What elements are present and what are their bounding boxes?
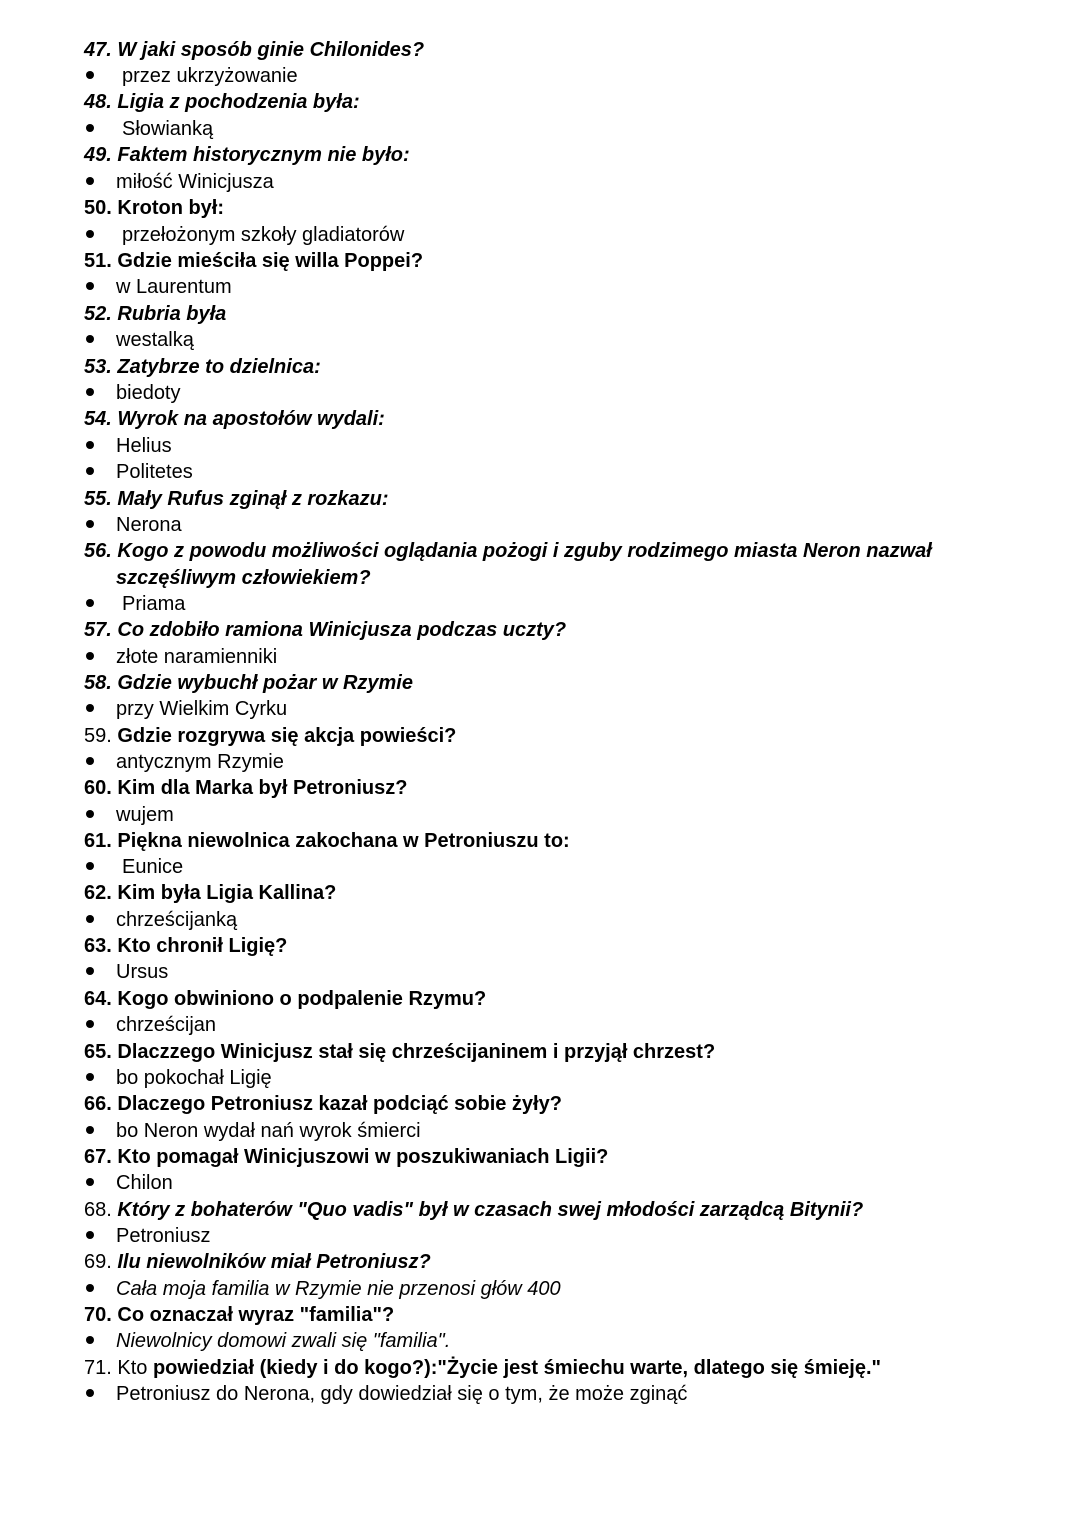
bullet-icon [86, 1126, 94, 1134]
question-69 [84, 1250, 431, 1274]
answer-text: wujem [116, 804, 174, 826]
answer-53 [84, 381, 181, 405]
question-48 [84, 90, 360, 114]
question-47 [84, 38, 424, 62]
question-text: Gdzie mieściła się willa Poppei? [111, 250, 424, 272]
answer-48 [84, 117, 214, 141]
answer-text: bo Neron wydał nań wyrok śmierci [116, 1120, 421, 1142]
answer-67 [84, 1171, 173, 1195]
answer-69 [84, 1277, 561, 1301]
question-text: Wyrok na apostołów wydali: [111, 408, 385, 430]
question-number: 65. [84, 1041, 112, 1063]
question-text: Kto pomagał Winicjuszowi w poszukiwaniach Ligii? [111, 1146, 609, 1168]
answer-text: przez ukrzyżowanie [122, 65, 298, 87]
question-text: Kim była Ligia Kallina? [111, 882, 337, 904]
answer-text: Politetes [116, 461, 193, 483]
question-number: 62. [84, 882, 112, 904]
question-text: Co oznaczał wyraz "familia"? [111, 1304, 395, 1326]
answer-71 [84, 1382, 688, 1406]
bullet-icon [86, 704, 94, 712]
question-text: Co zdobiło ramiona Winicjusza podczas uczty? [111, 619, 567, 641]
answer-text: Niewolnicy domowi zwali się "familia". [116, 1330, 451, 1352]
question-text: Ilu niewolników miał Petroniusz? [111, 1251, 431, 1273]
answer-text: chrześcijan [116, 1014, 217, 1036]
answer-56 [84, 592, 186, 616]
question-49 [84, 143, 410, 167]
question-text: W jaki sposób ginie Chilonides? [111, 39, 425, 61]
answer-68 [84, 1224, 211, 1248]
question-63 [84, 934, 287, 958]
answer-text: Priama [122, 593, 186, 615]
bullet-icon [86, 388, 94, 396]
question-text: Kim dla Marka był Petroniusz? [111, 777, 408, 799]
question-text: Gdzie wybuchł pożar w Rzymie [111, 672, 413, 694]
answer-text: Nerona [116, 514, 182, 536]
answer-65 [84, 1066, 272, 1090]
question-text-continued: szczęśliwym człowiekiem? [116, 567, 371, 589]
question-number: 52. [84, 303, 112, 325]
bullet-icon [86, 230, 94, 238]
question-number: 48. [84, 91, 112, 113]
question-52 [84, 302, 226, 326]
question-text: Kto chronił Ligię? [111, 935, 288, 957]
question-70 [84, 1303, 394, 1327]
answer-63 [84, 960, 169, 984]
question-number: 54. [84, 408, 112, 430]
question-number: 51. [84, 250, 112, 272]
question-55 [84, 487, 389, 511]
question-text: Ligia z pochodzenia była: [111, 91, 360, 113]
bullet-icon [86, 124, 94, 132]
bullet-icon [86, 1020, 94, 1028]
question-number: 53. [84, 356, 112, 378]
answer-49 [84, 170, 274, 194]
bullet-icon [86, 1231, 94, 1239]
bullet-icon [86, 1389, 94, 1397]
answer-57 [84, 645, 278, 669]
answer-text: Eunice [122, 856, 184, 878]
question-text: Rubria była [111, 303, 227, 325]
answer-54a [84, 434, 172, 458]
answer-text: Słowianką [122, 118, 214, 140]
bullet-icon [86, 1073, 94, 1081]
question-number: 47. [84, 39, 112, 61]
question-56-continued [116, 566, 371, 590]
question-57 [84, 618, 566, 642]
answer-text: złote naramienniki [116, 646, 278, 668]
bullet-icon [86, 441, 94, 449]
question-text: Kogo z powodu możliwości oglądania pożogi i zguby rodzimego miasta Neron nazwał [111, 540, 932, 562]
question-number: 58. [84, 672, 112, 694]
question-number: 59. [84, 725, 112, 747]
question-61 [84, 829, 570, 853]
question-text: Gdzie rozgrywa się akcja powieści? [111, 725, 457, 747]
bullet-icon [86, 915, 94, 923]
question-53 [84, 355, 321, 379]
question-67 [84, 1145, 608, 1169]
answer-text: Chilon [116, 1172, 173, 1194]
question-number: 57. [84, 619, 112, 641]
answer-47 [84, 64, 298, 88]
question-text: Dlaczego Petroniusz kazał podciąć sobie żyły? [111, 1093, 562, 1115]
question-text: Kroton był: [111, 197, 225, 219]
question-text: Który z bohaterów "Quo vadis" był w czasach swej młodości zarządcą Bitynii? [111, 1199, 864, 1221]
answer-51 [84, 275, 232, 299]
bullet-icon [86, 810, 94, 818]
answer-52 [84, 328, 194, 352]
answer-64 [84, 1013, 217, 1037]
bullet-icon [86, 177, 94, 185]
question-text: Faktem historycznym nie było: [111, 144, 410, 166]
bullet-icon [86, 967, 94, 975]
question-51 [84, 249, 423, 273]
question-number: 69. [84, 1251, 112, 1273]
question-number: 64. [84, 988, 112, 1010]
answer-55 [84, 513, 182, 537]
answer-59 [84, 750, 284, 774]
bullet-icon [86, 520, 94, 528]
bullet-icon [86, 467, 94, 475]
question-number: 49. [84, 144, 112, 166]
answer-text: chrześcijanką [116, 909, 238, 931]
question-68 [84, 1198, 863, 1222]
question-71 [84, 1356, 881, 1380]
bullet-icon [86, 335, 94, 343]
question-text: Dlaczzego Winicjusz stał się chrześcijaninem i przyjął chrzest? [111, 1041, 716, 1063]
answer-text: antycznym Rzymie [116, 751, 284, 773]
question-66 [84, 1092, 562, 1116]
question-65 [84, 1040, 715, 1064]
question-number: 66. [84, 1093, 112, 1115]
answer-50 [84, 223, 405, 247]
question-54 [84, 407, 385, 431]
bullet-icon [86, 1178, 94, 1186]
question-number: 67. [84, 1146, 112, 1168]
bullet-icon [86, 282, 94, 290]
bullet-icon [86, 862, 94, 870]
answer-text: przełożonym szkoły gladiatorów [122, 224, 405, 246]
answer-text: Ursus [116, 961, 169, 983]
question-text: Piękna niewolnica zakochana w Petroniuszu to: [111, 830, 570, 852]
question-59 [84, 724, 456, 748]
answer-54b [84, 460, 193, 484]
question-text: Kogo obwiniono o podpalenie Rzymu? [111, 988, 487, 1010]
bullet-icon [86, 652, 94, 660]
answer-61 [84, 855, 184, 879]
question-50 [84, 196, 224, 220]
question-62 [84, 881, 336, 905]
bullet-icon [86, 757, 94, 765]
question-number: 63. [84, 935, 112, 957]
answer-text: Helius [116, 435, 172, 457]
question-number: 56. [84, 540, 112, 562]
question-number: 71. [84, 1357, 112, 1379]
question-56 [84, 539, 932, 563]
bullet-icon [86, 1336, 94, 1344]
answer-text: biedoty [116, 382, 181, 404]
answer-text: westalką [116, 329, 194, 351]
question-text: Mały Rufus zginął z rozkazu: [111, 488, 389, 510]
answer-text: Petroniusz [116, 1225, 211, 1247]
answer-text: bo pokochał Ligię [116, 1067, 272, 1089]
answer-70 [84, 1329, 451, 1353]
question-text-start: Kto [111, 1357, 153, 1379]
answer-text: Petroniusz do Nerona, gdy dowiedział się o tym, że może zginąć [116, 1383, 688, 1405]
answer-text: Cała moja familia w Rzymie nie przenosi głów 400 [116, 1278, 561, 1300]
question-text: Zatybrze to dzielnica: [111, 356, 321, 378]
answer-62 [84, 908, 238, 932]
question-number: 60. [84, 777, 112, 799]
answer-58 [84, 697, 288, 721]
answer-60 [84, 803, 174, 827]
bullet-icon [86, 71, 94, 79]
answer-text: miłość Winicjusza [116, 171, 274, 193]
question-text: powiedział (kiedy i do kogo?):"Życie jest śmiechu warte, dlatego się śmieję." [152, 1357, 881, 1379]
question-number: 70. [84, 1304, 112, 1326]
bullet-icon [86, 599, 94, 607]
question-number: 55. [84, 488, 112, 510]
question-60 [84, 776, 407, 800]
answer-text: w Laurentum [116, 276, 232, 298]
question-number: 68. [84, 1199, 112, 1221]
question-number: 50. [84, 197, 112, 219]
question-64 [84, 987, 486, 1011]
question-number: 61. [84, 830, 112, 852]
answer-text: przy Wielkim Cyrku [116, 698, 288, 720]
bullet-icon [86, 1284, 94, 1292]
answer-66 [84, 1119, 421, 1143]
question-58 [84, 671, 413, 695]
